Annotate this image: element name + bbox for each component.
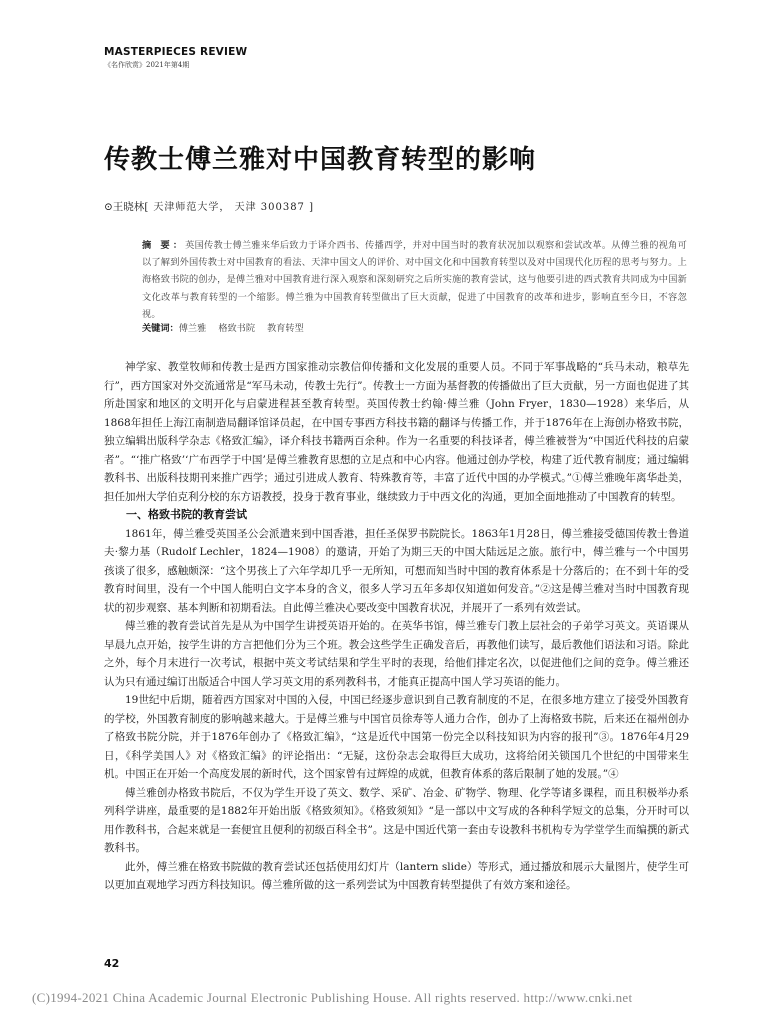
- keyword: 教育转型: [267, 323, 304, 334]
- abstract: [142, 237, 687, 323]
- section-heading: 一、格致书院的教育尝试: [126, 508, 247, 521]
- keywords-label: 关键词：: [142, 323, 179, 334]
- paragraph: 傅兰雅的教育尝试首先是从为中国学生讲授英语开始的。在英华书馆，傅兰雅专门教上层社会的子弟学习英文。英语课从早晨九点开始，按学生讲的方言把他们分为三个班。教会这些学生正确发音后，再教他们读写，最后教他们语法和习语。除此之外，每个月末进行一次考试，根据中英文考试结果和学生平时的表现，给他们排定名次，以促进他们之间的竞争。傅兰雅还认为只有通过编订出版适合中国人学习英文用的系列教科书，才能真正提高中国人学习英语的能力。: [104, 620, 689, 688]
- keywords: [142, 320, 316, 334]
- abstract-label: 摘 要：: [142, 240, 186, 251]
- keyword: 傅兰雅: [178, 323, 207, 334]
- article-title: 传教士傅兰雅对中国教育转型的影响: [104, 145, 537, 175]
- paragraph: 1861年，傅兰雅受英国圣公会派遣来到中国香港，担任圣保罗书院院长。1863年1月28日，傅兰雅接受德国传教士鲁道夫·黎力基（Rudolf Lechler，1824—1908）的邀请，开始了为期三天的中国大陆远足之旅。旅行中，傅兰雅与一个中国男孩谈了很多，感触颇深：“这个男孩上了六年学却几乎一无所知，可想而知当时中国的教育体系是十分落后的；在不到十年的受教育时间里，没有一个中国人能明白文字本身的含义，很多人学习五年多却仅知道如何发音。”②这是傅兰雅对当时中国教育现状的初步观察、基本判断和初期看法。自此傅兰雅决心要改变中国教育状况，并展开了一系列有效尝试。: [104, 527, 689, 614]
- copyright-footer: (C)1994-2021 China Academic Journal Electronic Publishing House. All rights reserved. http://www.cnki.net: [32, 990, 633, 1005]
- article-body: [104, 358, 689, 895]
- paragraph: 神学家、教堂牧师和传教士是西方国家推动宗教信仰传播和文化发展的重要人员。不同于军事战略的“兵马未动，粮草先行”，西方国家对外交流通常是“军马未动，传教士先行”。传教士一方面为基督教的传播做出了巨大贡献，另一方面也促进了其所赴国家和地区的文明开化与启蒙进程甚至教育转型。英国传教士约翰·傅兰雅（John Fryer，1830—1928）来华后，从1868年担任上海江南制造局翻译馆译员起，在中国专事西方科技书籍的翻译与传播工作，并于1876年在上海创办格致书院，独立编辑出版科学杂志《格致汇编》，译介科技书籍两百余种。作为一名重要的科技译者，傅兰雅被誉为“中国近代科技的启蒙者”。“‘推广格致’‘广布西学于中国’是傅兰雅教育思想的立足点和中心内容。他通过创办学校，构建了近代教育制度；通过编辑教科书、出版科技期刊来推广西学；通过引进成人教育、特殊教育等，丰富了近代中国的办学模式。”①傅兰雅晚年离华赴美，担任加州大学伯克利分校的东方语教授，投身于教育事业，继续致力于中西文化的沟通，更加全面地推动了中国教育的转型。: [104, 361, 689, 503]
- abstract-text: 英国传教士傅兰雅来华后致力于译介西书、传播西学，并对中国当时的教育状况加以观察和尝试改革。从傅兰雅的视角可以了解到外国传教士对中国教育的看法、天津中国文人的评价、对中国文化和中国教育转型以及对中国现代化历程的思考与努力。上海格致书院的创办，是傅兰雅对中国教育进行深入观察和深刻研究之后所实施的教育尝试，这与他要引进的西式教育共同成为中国新文化改革与教育转型的一个缩影。傅兰雅为中国教育转型做出了巨大贡献，促进了中国教育的改革和进步，影响直至今日，不容忽视。: [142, 240, 687, 320]
- author-affiliation: [ 天津师范大学， 天津 300387 ]: [144, 202, 315, 213]
- author-name: ⊙王晓林: [104, 201, 145, 213]
- journal-issue: 《名作欣赏》2021年第4期: [104, 61, 190, 69]
- paragraph: 19世纪中后期，随着西方国家对中国的入侵，中国已经逐步意识到自己教育制度的不足，在很多地方建立了接受外国教育的学校，外国教育制度的影响越来越大。于是傅兰雅与中国官员徐寿等人通力合作，创办了上海格致书院，后来还在福州创办了格致书院分院，并于1876年创办了《格致汇编》，“这是近代中国第一份完全以科技知识为内容的报刊”③。1876年4月29日，《科学美国人》对《格致汇编》的评论指出：“无疑，这份杂志会取得巨大成功，这将给闭关锁国几个世纪的中国带来生机。中国正在开始一个高度发展的新时代，这个国家曾有过辉煌的成就，但教育体系的落后限制了她的发展。”④: [104, 694, 689, 780]
- journal-brand: MASTERPIECES REVIEW: [104, 46, 248, 58]
- paragraph: 此外，傅兰雅在格致书院做的教育尝试还包括使用幻灯片（lantern slide）等形式，通过播放和展示大量图片，使学生可以更加直观地学习西方科技知识。傅兰雅所做的这一系列尝试为中国教育转型提供了有效方案和途径。: [104, 860, 689, 891]
- author-line: [104, 198, 314, 214]
- keyword: 格致书院: [218, 323, 256, 334]
- paragraph: 傅兰雅创办格致书院后，不仅为学生开设了英文、数学、采矿、冶金、矿物学、物理、化学等诸多课程，而且积极举办系列科学讲座，最重要的是1882年开始出版《格致须知》。《格致须知》“是一部以中文写成的各种科学短文的总集，分开时可以用作教科书，合起来就是一套便宜且便利的初级百科全书”。这是中国近代第一套由专设教科书机构专为学堂学生而编撰的新式教科书。: [104, 786, 689, 854]
- page-number: 42: [104, 957, 120, 970]
